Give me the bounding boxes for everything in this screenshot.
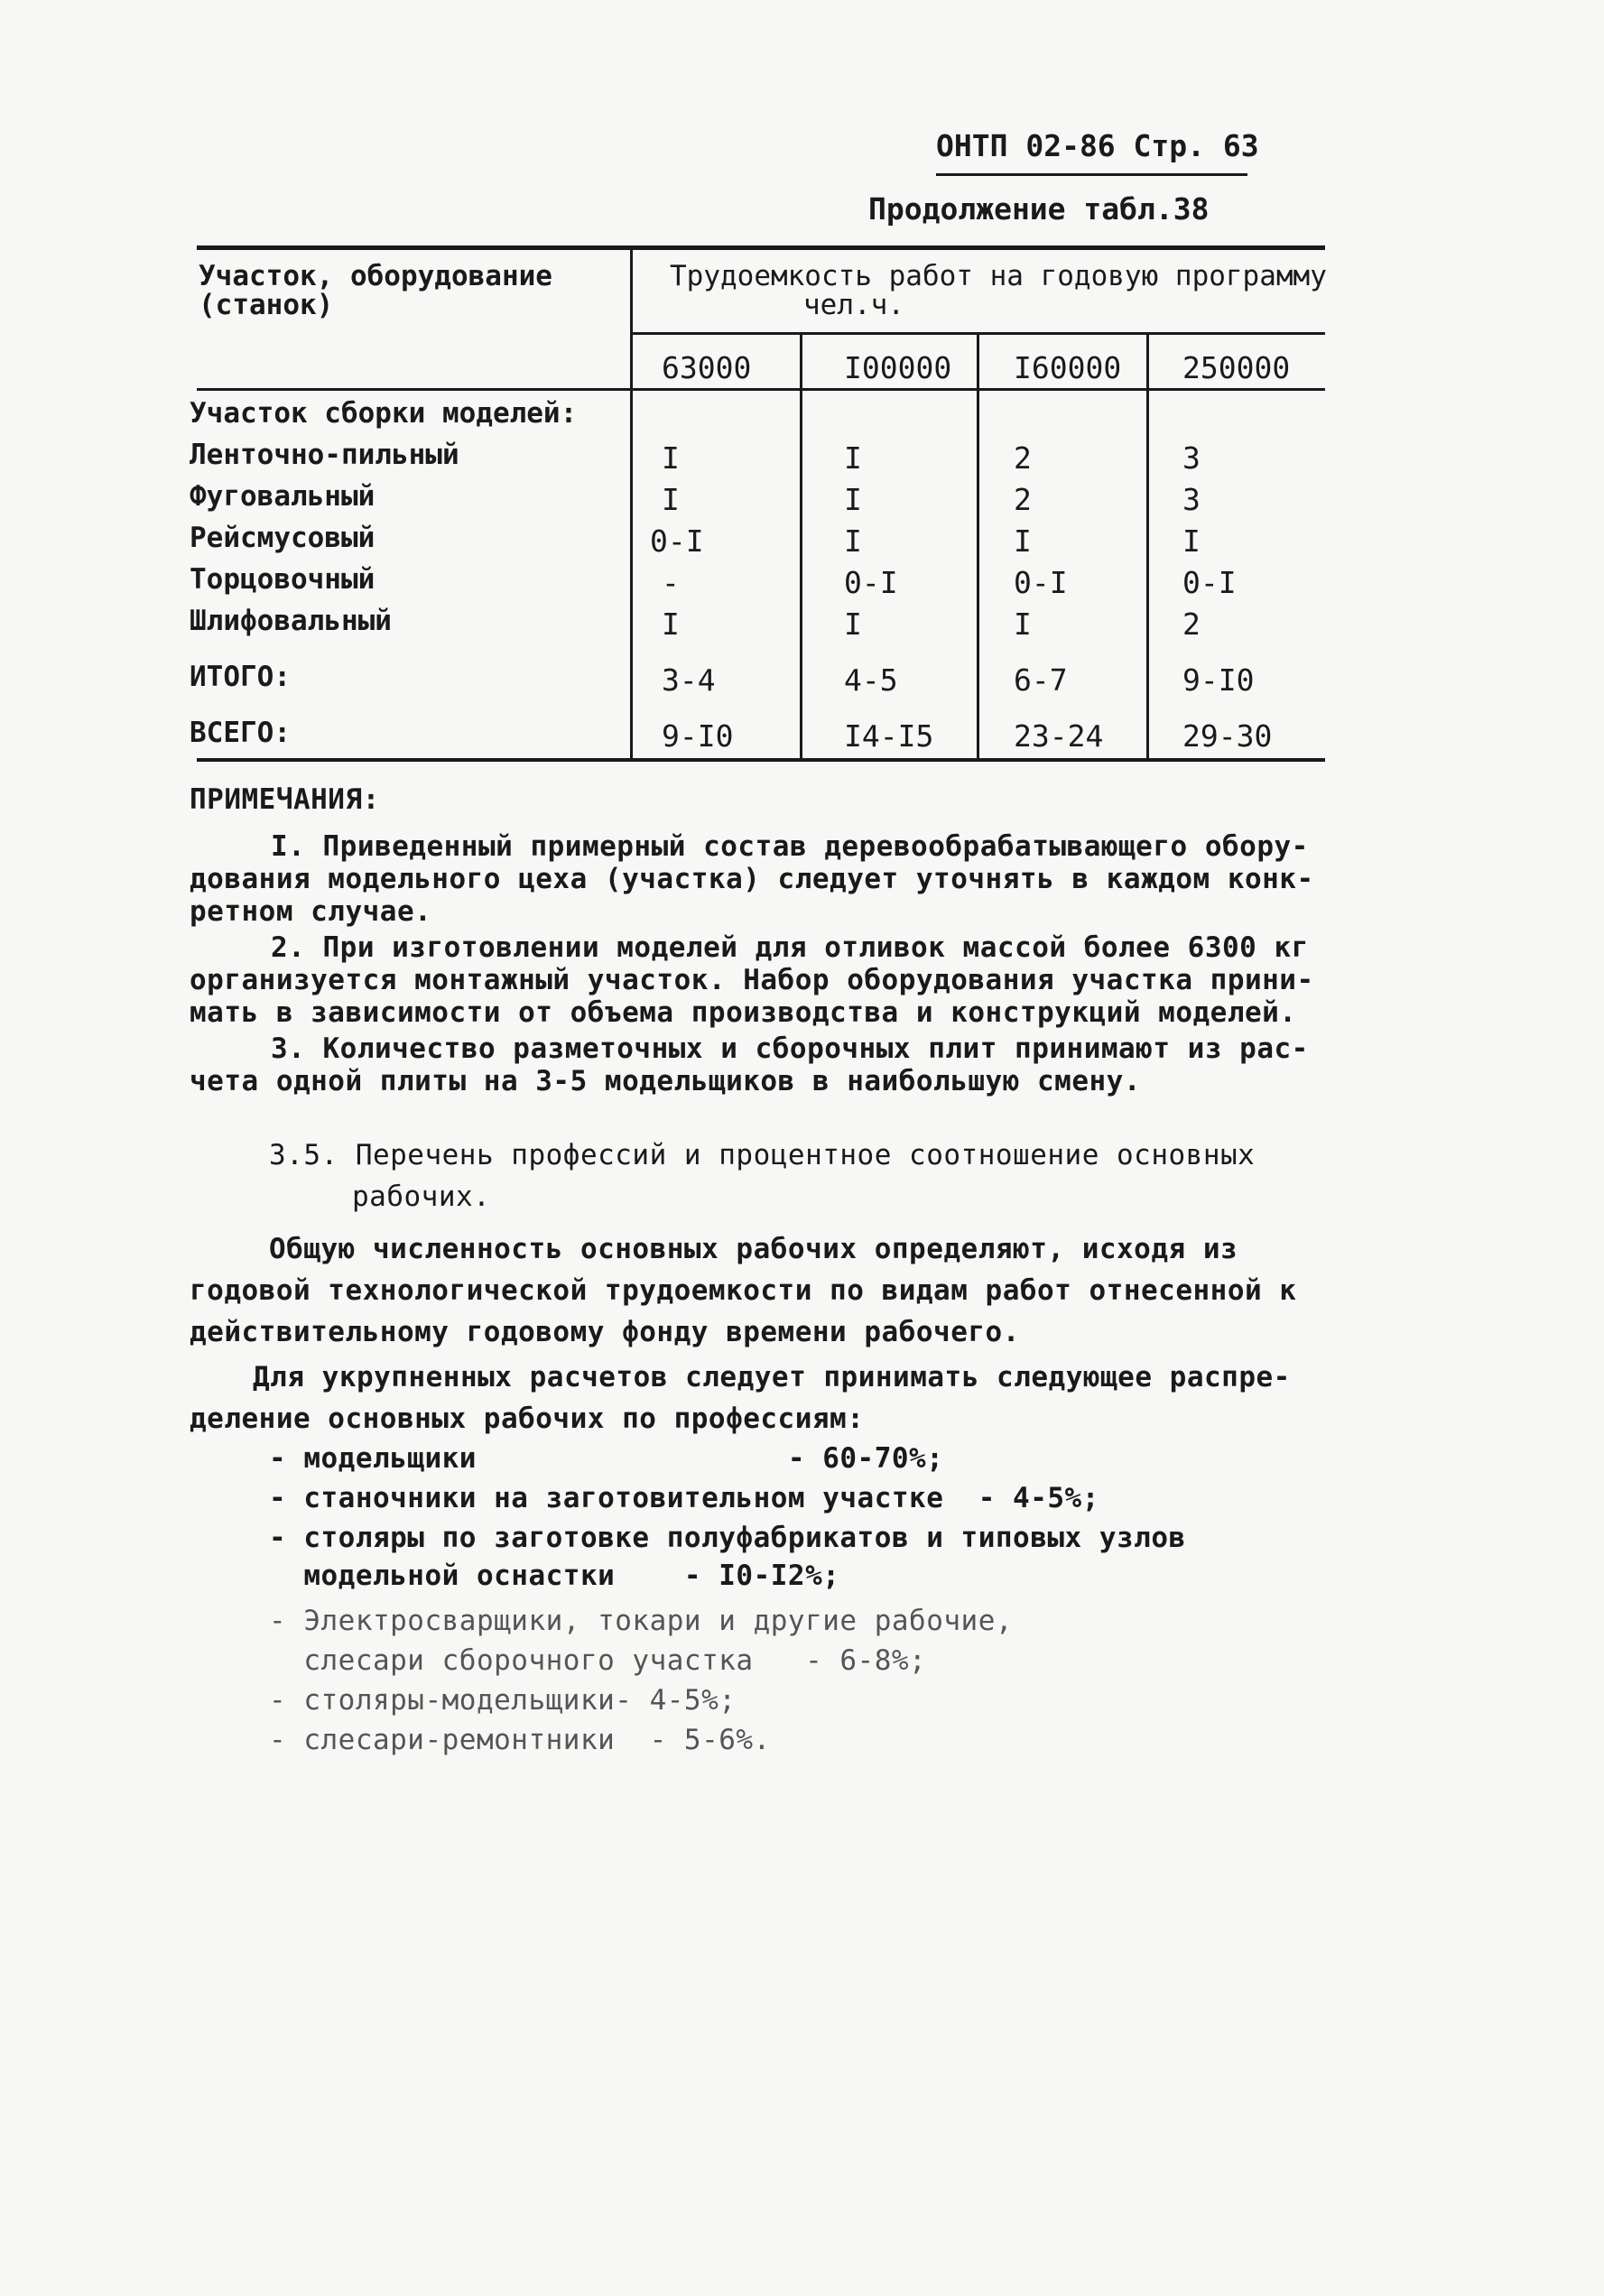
row-value: I bbox=[844, 606, 862, 642]
grand-total-value: 9-I0 bbox=[662, 718, 734, 754]
note-2-line-2: организуется монтажный участок. Набор оборудования участка прини- bbox=[190, 964, 1314, 996]
row-value: I bbox=[1014, 606, 1032, 642]
row-value: I bbox=[1182, 523, 1201, 559]
row-label: Шлифовальный bbox=[190, 605, 392, 637]
program-col-160000: I60000 bbox=[1014, 350, 1122, 385]
total-value: 4-5 bbox=[844, 662, 898, 698]
list-item: - станочники на заготовительном участке - 4-5%; bbox=[269, 1482, 1099, 1514]
grand-total-label: ВСЕГО: bbox=[190, 717, 291, 749]
program-col-63000: 63000 bbox=[662, 350, 752, 385]
note-1-line-1: I. Приведенный примерный состав деревообрабатывающего обору- bbox=[271, 830, 1309, 863]
paragraph-1-line-2: годовой технологической трудоемкости по видам работ отнесенной к bbox=[190, 1274, 1297, 1307]
section-title: Участок сборки моделей: bbox=[190, 397, 578, 430]
row-value: I bbox=[1014, 523, 1032, 559]
total-label: ИТОГО: bbox=[190, 661, 291, 693]
note-1-line-2: дования модельного цеха (участка) следует уточнять в каждом конк- bbox=[190, 863, 1314, 895]
row-value: I bbox=[662, 440, 680, 476]
paragraph-1-line-3: действительному годовому фонду времени рабочего. bbox=[190, 1316, 1020, 1348]
row-value: 3 bbox=[1182, 482, 1201, 517]
list-item: - столяры по заготовке полуфабрикатов и типовых узлов bbox=[269, 1522, 1186, 1554]
span-header: Трудоемкость работ на годовую программу bbox=[670, 260, 1327, 292]
row-value: 2 bbox=[1014, 482, 1032, 517]
row-label: Торцовочный bbox=[190, 563, 376, 596]
row-value: I bbox=[662, 482, 680, 517]
note-1-line-3: ретном случае. bbox=[190, 895, 432, 928]
row-value: 0-I bbox=[650, 523, 704, 559]
list-item: - Электросварщики, токари и другие рабочие, bbox=[269, 1605, 1014, 1637]
list-item: - столяры-модельщики- 4-5%; bbox=[269, 1684, 737, 1717]
notes-title: ПРИМЕЧАНИЯ: bbox=[190, 783, 380, 816]
row-label: Рейсмусовый bbox=[190, 522, 376, 554]
note-3-line-1: 3. Количество разметочных и сборочных плит принимают из рас- bbox=[271, 1032, 1309, 1065]
list-item: - модельщики - 60-70%; bbox=[269, 1442, 944, 1475]
header-bottom-rule bbox=[197, 388, 1325, 391]
note-2-line-3: мать в зависимости от объема производства и конструкций моделей. bbox=[190, 996, 1297, 1029]
grand-total-value: 29-30 bbox=[1182, 718, 1273, 754]
section-heading-cont: рабочих. bbox=[352, 1180, 491, 1213]
page-reference: ОНТП 02-86 Стр. 63 bbox=[936, 128, 1259, 163]
col-divider-2 bbox=[800, 334, 802, 760]
paragraph-1-line-1: Общую численность основных рабочих определяют, исходя из bbox=[269, 1233, 1238, 1265]
row-value: 3 bbox=[1182, 440, 1201, 476]
row-value: 0-I bbox=[1182, 565, 1237, 600]
table-continuation-label: Продолжение табл.38 bbox=[868, 191, 1210, 227]
row-value: 0-I bbox=[1014, 565, 1068, 600]
total-value: 3-4 bbox=[662, 662, 716, 698]
row-value: 2 bbox=[1182, 606, 1201, 642]
col1-header-sub: (станок) bbox=[199, 289, 334, 321]
row-value: I bbox=[844, 523, 862, 559]
total-value: 6-7 bbox=[1014, 662, 1068, 698]
program-col-250000: 250000 bbox=[1182, 350, 1291, 385]
row-value: I bbox=[662, 606, 680, 642]
section-heading: 3.5. Перечень профессий и процентное соотношение основных bbox=[269, 1139, 1256, 1171]
list-item: - слесари-ремонтники - 5-6%. bbox=[269, 1724, 771, 1756]
row-value: I bbox=[844, 440, 862, 476]
total-value: 9-I0 bbox=[1182, 662, 1255, 698]
paragraph-2-line-2: деление основных рабочих по профессиям: bbox=[190, 1403, 865, 1435]
page-reference-underline bbox=[936, 173, 1247, 176]
row-label: Ленточно-пильный bbox=[190, 439, 459, 471]
row-value: 2 bbox=[1014, 440, 1032, 476]
row-value: 0-I bbox=[844, 565, 898, 600]
row-value: - bbox=[662, 565, 680, 600]
paragraph-2-line-1: Для укрупненных расчетов следует принимать следующее распре- bbox=[253, 1361, 1291, 1393]
col1-header: Участок, оборудование bbox=[199, 260, 552, 292]
grand-total-value: 23-24 bbox=[1014, 718, 1104, 754]
note-2-line-1: 2. При изготовлении моделей для отливок массой более 6300 кг bbox=[271, 931, 1309, 964]
list-item: модельной оснастки - I0-I2%; bbox=[269, 1560, 840, 1592]
table-top-rule bbox=[197, 245, 1325, 250]
col-divider-3 bbox=[977, 334, 979, 760]
row-value: I bbox=[844, 482, 862, 517]
table-bottom-rule bbox=[197, 758, 1325, 762]
grand-total-value: I4-I5 bbox=[844, 718, 934, 754]
program-col-100000: I00000 bbox=[844, 350, 952, 385]
note-3-line-2: чета одной плиты на 3-5 модельщиков в наибольшую смену. bbox=[190, 1065, 1141, 1097]
header-divider-vertical bbox=[630, 249, 633, 760]
span-header-unit: чел.ч. bbox=[803, 289, 904, 321]
row-label: Фуговальный bbox=[190, 480, 376, 513]
list-item: слесари сборочного участка - 6-8%; bbox=[269, 1644, 927, 1677]
col-divider-4 bbox=[1146, 334, 1149, 760]
